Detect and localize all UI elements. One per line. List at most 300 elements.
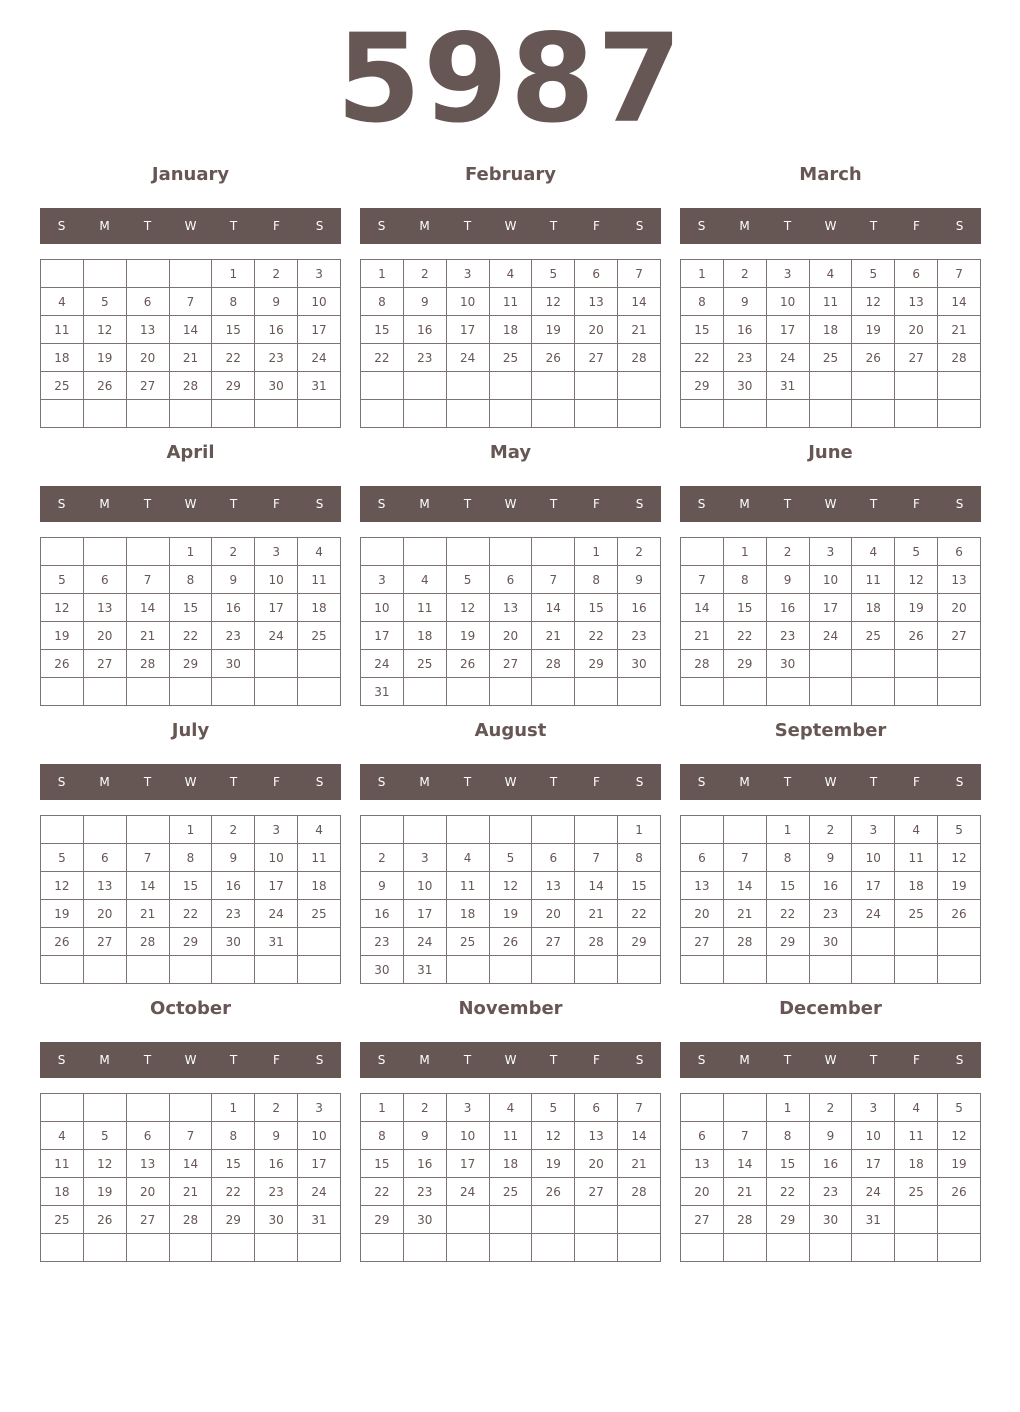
day-cell: 20 — [489, 622, 532, 650]
day-cell: 5 — [83, 1122, 126, 1150]
weekday-label: M — [419, 1053, 430, 1067]
day-cell: 6 — [126, 1122, 169, 1150]
empty-day-cell — [403, 538, 446, 566]
empty-day-cell — [938, 372, 981, 400]
day-cell: 18 — [895, 872, 938, 900]
empty-day-cell — [83, 1234, 126, 1262]
week-row — [681, 316, 981, 344]
day-cell: 30 — [361, 956, 404, 984]
weekday-label: T — [229, 1053, 238, 1067]
day-cell: 10 — [809, 566, 852, 594]
empty-day-cell — [169, 1234, 212, 1262]
day-cell: 22 — [361, 1178, 404, 1206]
empty-day-cell — [169, 1094, 212, 1122]
week-row — [681, 594, 981, 622]
day-cell: 9 — [403, 288, 446, 316]
empty-day-cell — [403, 400, 446, 428]
week-row — [41, 372, 341, 400]
weekday-label: S — [57, 775, 66, 789]
day-cell: 19 — [83, 344, 126, 372]
week-row — [361, 956, 661, 984]
day-cell: 27 — [895, 344, 938, 372]
week-row — [41, 1206, 341, 1234]
day-cell: 3 — [446, 1094, 489, 1122]
empty-day-cell — [126, 538, 169, 566]
day-cell: 29 — [766, 1206, 809, 1234]
day-cell: 5 — [41, 566, 84, 594]
weekday-label: M — [739, 219, 750, 233]
empty-day-cell — [532, 816, 575, 844]
empty-day-cell — [403, 816, 446, 844]
day-cell: 13 — [895, 288, 938, 316]
day-cell: 9 — [809, 844, 852, 872]
day-cell: 8 — [212, 1122, 255, 1150]
day-cell: 4 — [809, 260, 852, 288]
day-cell: 31 — [255, 928, 298, 956]
weekday-label: M — [419, 219, 430, 233]
week-row — [41, 1122, 341, 1150]
day-cell: 14 — [126, 872, 169, 900]
day-cell: 26 — [83, 1206, 126, 1234]
day-cell: 3 — [361, 566, 404, 594]
day-cell: 1 — [212, 1094, 255, 1122]
day-cell: 29 — [618, 928, 661, 956]
day-cell: 16 — [809, 1150, 852, 1178]
day-cell: 1 — [169, 538, 212, 566]
day-cell: 8 — [212, 288, 255, 316]
day-cell: 1 — [361, 260, 404, 288]
empty-day-cell — [126, 400, 169, 428]
days-grid — [360, 259, 661, 428]
empty-day-cell — [895, 650, 938, 678]
week-row — [361, 1206, 661, 1234]
empty-day-cell — [809, 1234, 852, 1262]
empty-day-cell — [723, 678, 766, 706]
day-cell: 15 — [618, 872, 661, 900]
empty-day-cell — [618, 956, 661, 984]
day-cell: 23 — [809, 900, 852, 928]
day-cell: 17 — [255, 594, 298, 622]
empty-day-cell — [41, 816, 84, 844]
empty-day-cell — [895, 928, 938, 956]
day-cell: 29 — [575, 650, 618, 678]
day-cell: 8 — [766, 1122, 809, 1150]
day-cell: 18 — [446, 900, 489, 928]
day-cell: 5 — [446, 566, 489, 594]
empty-day-cell — [895, 1234, 938, 1262]
weekday-label: T — [463, 219, 472, 233]
empty-day-cell — [489, 816, 532, 844]
empty-day-cell — [446, 372, 489, 400]
day-cell: 2 — [403, 260, 446, 288]
weekday-label: S — [697, 775, 706, 789]
weekday-label: S — [635, 219, 644, 233]
year-title: 5987 — [336, 8, 684, 150]
day-cell: 6 — [575, 260, 618, 288]
weekday-label: S — [955, 1053, 964, 1067]
day-cell: 30 — [766, 650, 809, 678]
weekday-label: S — [635, 775, 644, 789]
day-cell: 14 — [126, 594, 169, 622]
weekday-label: T — [783, 219, 792, 233]
day-cell: 20 — [575, 1150, 618, 1178]
weekday-header — [360, 486, 661, 522]
week-row — [361, 816, 661, 844]
day-cell: 25 — [895, 1178, 938, 1206]
empty-day-cell — [938, 928, 981, 956]
day-cell: 21 — [126, 622, 169, 650]
day-cell: 21 — [938, 316, 981, 344]
week-row — [41, 844, 341, 872]
day-cell: 6 — [126, 288, 169, 316]
day-cell: 14 — [723, 872, 766, 900]
day-cell: 5 — [489, 844, 532, 872]
weekday-label: T — [143, 775, 152, 789]
day-cell: 28 — [723, 928, 766, 956]
empty-day-cell — [489, 400, 532, 428]
weekday-label: F — [273, 219, 280, 233]
day-cell: 21 — [723, 1178, 766, 1206]
empty-day-cell — [681, 1094, 724, 1122]
day-cell: 27 — [532, 928, 575, 956]
empty-day-cell — [809, 372, 852, 400]
week-row — [361, 650, 661, 678]
day-cell: 30 — [403, 1206, 446, 1234]
weekday-label: S — [57, 219, 66, 233]
day-cell: 2 — [212, 816, 255, 844]
day-cell: 16 — [212, 872, 255, 900]
day-cell: 21 — [169, 344, 212, 372]
day-cell: 9 — [618, 566, 661, 594]
day-cell: 3 — [298, 260, 341, 288]
weekday-header — [680, 208, 981, 244]
weekday-label: W — [504, 219, 517, 233]
week-row — [361, 288, 661, 316]
empty-day-cell — [532, 400, 575, 428]
day-cell: 11 — [298, 844, 341, 872]
day-cell: 9 — [361, 872, 404, 900]
day-cell: 29 — [361, 1206, 404, 1234]
weekday-label: S — [377, 497, 386, 511]
day-cell: 28 — [575, 928, 618, 956]
day-cell: 9 — [255, 288, 298, 316]
day-cell: 29 — [169, 650, 212, 678]
week-row — [41, 594, 341, 622]
day-cell: 15 — [575, 594, 618, 622]
week-row — [41, 400, 341, 428]
day-cell: 18 — [41, 1178, 84, 1206]
day-cell: 25 — [895, 900, 938, 928]
days-grid — [360, 537, 661, 706]
weekday-label: F — [913, 219, 920, 233]
day-cell: 21 — [618, 1150, 661, 1178]
day-cell: 6 — [681, 844, 724, 872]
weekday-label: T — [229, 219, 238, 233]
day-cell: 20 — [532, 900, 575, 928]
week-row — [361, 538, 661, 566]
empty-day-cell — [852, 650, 895, 678]
week-row — [41, 928, 341, 956]
day-cell: 10 — [403, 872, 446, 900]
day-cell: 27 — [126, 372, 169, 400]
week-row — [681, 900, 981, 928]
day-cell: 28 — [681, 650, 724, 678]
day-cell: 26 — [446, 650, 489, 678]
empty-day-cell — [766, 1234, 809, 1262]
empty-day-cell — [852, 678, 895, 706]
weekday-label: W — [824, 775, 837, 789]
empty-day-cell — [618, 400, 661, 428]
weekday-label: T — [229, 775, 238, 789]
day-cell: 7 — [938, 260, 981, 288]
week-row — [681, 372, 981, 400]
day-cell: 3 — [446, 260, 489, 288]
day-cell: 1 — [766, 816, 809, 844]
weekday-header — [680, 1042, 981, 1078]
weekday-label: T — [549, 219, 558, 233]
month-name: September — [774, 720, 887, 741]
day-cell: 31 — [298, 372, 341, 400]
empty-day-cell — [938, 678, 981, 706]
empty-day-cell — [575, 678, 618, 706]
day-cell: 9 — [766, 566, 809, 594]
empty-day-cell — [446, 678, 489, 706]
day-cell: 22 — [681, 344, 724, 372]
day-cell: 4 — [41, 288, 84, 316]
day-cell: 17 — [809, 594, 852, 622]
day-cell: 2 — [618, 538, 661, 566]
day-cell: 30 — [212, 650, 255, 678]
day-cell: 14 — [618, 288, 661, 316]
weekday-label: W — [184, 497, 197, 511]
empty-day-cell — [489, 1234, 532, 1262]
weekday-label: F — [593, 775, 600, 789]
day-cell: 7 — [723, 1122, 766, 1150]
weekday-label: F — [593, 497, 600, 511]
week-row — [41, 900, 341, 928]
weekday-label: F — [273, 1053, 280, 1067]
day-cell: 6 — [575, 1094, 618, 1122]
day-cell: 2 — [361, 844, 404, 872]
empty-day-cell — [403, 1234, 446, 1262]
empty-day-cell — [41, 538, 84, 566]
day-cell: 3 — [403, 844, 446, 872]
day-cell: 1 — [361, 1094, 404, 1122]
day-cell: 13 — [575, 1122, 618, 1150]
day-cell: 24 — [852, 900, 895, 928]
empty-day-cell — [618, 1234, 661, 1262]
day-cell: 14 — [169, 316, 212, 344]
day-cell: 2 — [212, 538, 255, 566]
day-cell: 25 — [298, 900, 341, 928]
week-row — [681, 650, 981, 678]
day-cell: 15 — [723, 594, 766, 622]
day-cell: 5 — [532, 260, 575, 288]
empty-day-cell — [532, 372, 575, 400]
day-cell: 17 — [403, 900, 446, 928]
weekday-label: M — [99, 1053, 110, 1067]
day-cell: 4 — [895, 1094, 938, 1122]
month-name: March — [799, 164, 862, 185]
month-name: October — [150, 998, 231, 1019]
weekday-label: T — [143, 1053, 152, 1067]
weekday-label: F — [273, 497, 280, 511]
empty-day-cell — [489, 1206, 532, 1234]
weekday-label: S — [697, 1053, 706, 1067]
day-cell: 8 — [169, 566, 212, 594]
day-cell: 31 — [298, 1206, 341, 1234]
day-cell: 26 — [532, 1178, 575, 1206]
day-cell: 24 — [298, 1178, 341, 1206]
day-cell: 17 — [255, 872, 298, 900]
day-cell: 17 — [298, 316, 341, 344]
day-cell: 13 — [681, 872, 724, 900]
day-cell: 27 — [489, 650, 532, 678]
day-cell: 24 — [298, 344, 341, 372]
day-cell: 27 — [938, 622, 981, 650]
empty-day-cell — [403, 372, 446, 400]
day-cell: 5 — [938, 816, 981, 844]
day-cell: 26 — [83, 372, 126, 400]
day-cell: 27 — [681, 928, 724, 956]
empty-day-cell — [575, 956, 618, 984]
day-cell: 1 — [681, 260, 724, 288]
weekday-header — [40, 764, 341, 800]
empty-day-cell — [532, 1234, 575, 1262]
day-cell: 10 — [255, 844, 298, 872]
day-cell: 31 — [766, 372, 809, 400]
day-cell: 25 — [298, 622, 341, 650]
month-name: May — [489, 442, 532, 463]
day-cell: 22 — [575, 622, 618, 650]
empty-day-cell — [532, 538, 575, 566]
weekday-header — [360, 764, 661, 800]
empty-day-cell — [298, 650, 341, 678]
day-cell: 12 — [41, 872, 84, 900]
weekday-label: T — [869, 1053, 878, 1067]
empty-day-cell — [723, 1094, 766, 1122]
day-cell: 28 — [126, 650, 169, 678]
day-cell: 29 — [169, 928, 212, 956]
day-cell: 29 — [766, 928, 809, 956]
weekday-label: S — [315, 775, 324, 789]
day-cell: 28 — [723, 1206, 766, 1234]
empty-day-cell — [766, 400, 809, 428]
week-row — [681, 956, 981, 984]
empty-day-cell — [446, 956, 489, 984]
month-name: February — [464, 164, 557, 185]
empty-day-cell — [938, 400, 981, 428]
week-row — [41, 1094, 341, 1122]
day-cell: 4 — [446, 844, 489, 872]
week-row — [361, 622, 661, 650]
day-cell: 5 — [41, 844, 84, 872]
day-cell: 31 — [852, 1206, 895, 1234]
days-grid — [680, 815, 981, 984]
week-row — [361, 900, 661, 928]
empty-day-cell — [212, 678, 255, 706]
day-cell: 9 — [212, 566, 255, 594]
day-cell: 5 — [938, 1094, 981, 1122]
empty-day-cell — [575, 816, 618, 844]
day-cell: 8 — [766, 844, 809, 872]
week-row — [41, 1150, 341, 1178]
day-cell: 26 — [489, 928, 532, 956]
day-cell: 1 — [169, 816, 212, 844]
weekday-label: S — [315, 1053, 324, 1067]
day-cell: 10 — [298, 288, 341, 316]
day-cell: 8 — [169, 844, 212, 872]
day-cell: 15 — [681, 316, 724, 344]
day-cell: 19 — [938, 1150, 981, 1178]
day-cell: 10 — [298, 1122, 341, 1150]
weekday-label: M — [99, 219, 110, 233]
day-cell: 15 — [169, 594, 212, 622]
day-cell: 4 — [489, 1094, 532, 1122]
weekday-header — [40, 486, 341, 522]
empty-day-cell — [403, 678, 446, 706]
day-cell: 13 — [681, 1150, 724, 1178]
day-cell: 18 — [298, 872, 341, 900]
empty-day-cell — [361, 400, 404, 428]
day-cell: 18 — [809, 316, 852, 344]
empty-day-cell — [169, 956, 212, 984]
weekday-label: F — [913, 775, 920, 789]
day-cell: 16 — [809, 872, 852, 900]
day-cell: 26 — [41, 928, 84, 956]
weekday-label: S — [955, 219, 964, 233]
day-cell: 8 — [723, 566, 766, 594]
day-cell: 6 — [681, 1122, 724, 1150]
day-cell: 25 — [446, 928, 489, 956]
day-cell: 5 — [895, 538, 938, 566]
day-cell: 1 — [212, 260, 255, 288]
empty-day-cell — [83, 1094, 126, 1122]
day-cell: 15 — [361, 1150, 404, 1178]
weekday-header — [360, 1042, 661, 1078]
day-cell: 12 — [532, 1122, 575, 1150]
day-cell: 11 — [489, 1122, 532, 1150]
days-grid — [680, 1093, 981, 1262]
day-cell: 12 — [852, 288, 895, 316]
empty-day-cell — [255, 678, 298, 706]
day-cell: 12 — [489, 872, 532, 900]
day-cell: 12 — [83, 1150, 126, 1178]
day-cell: 25 — [809, 344, 852, 372]
day-cell: 17 — [446, 1150, 489, 1178]
empty-day-cell — [255, 1234, 298, 1262]
day-cell: 23 — [361, 928, 404, 956]
day-cell: 18 — [895, 1150, 938, 1178]
month-name: November — [458, 998, 563, 1019]
day-cell: 14 — [681, 594, 724, 622]
empty-day-cell — [766, 678, 809, 706]
day-cell: 7 — [681, 566, 724, 594]
day-cell: 23 — [403, 344, 446, 372]
day-cell: 15 — [212, 316, 255, 344]
day-cell: 14 — [575, 872, 618, 900]
week-row — [681, 1122, 981, 1150]
week-row — [41, 316, 341, 344]
empty-day-cell — [681, 538, 724, 566]
weekday-label: M — [739, 497, 750, 511]
empty-day-cell — [126, 1234, 169, 1262]
weekday-label: S — [697, 497, 706, 511]
week-row — [361, 566, 661, 594]
days-grid — [680, 537, 981, 706]
weekday-label: F — [913, 1053, 920, 1067]
day-cell: 7 — [169, 288, 212, 316]
